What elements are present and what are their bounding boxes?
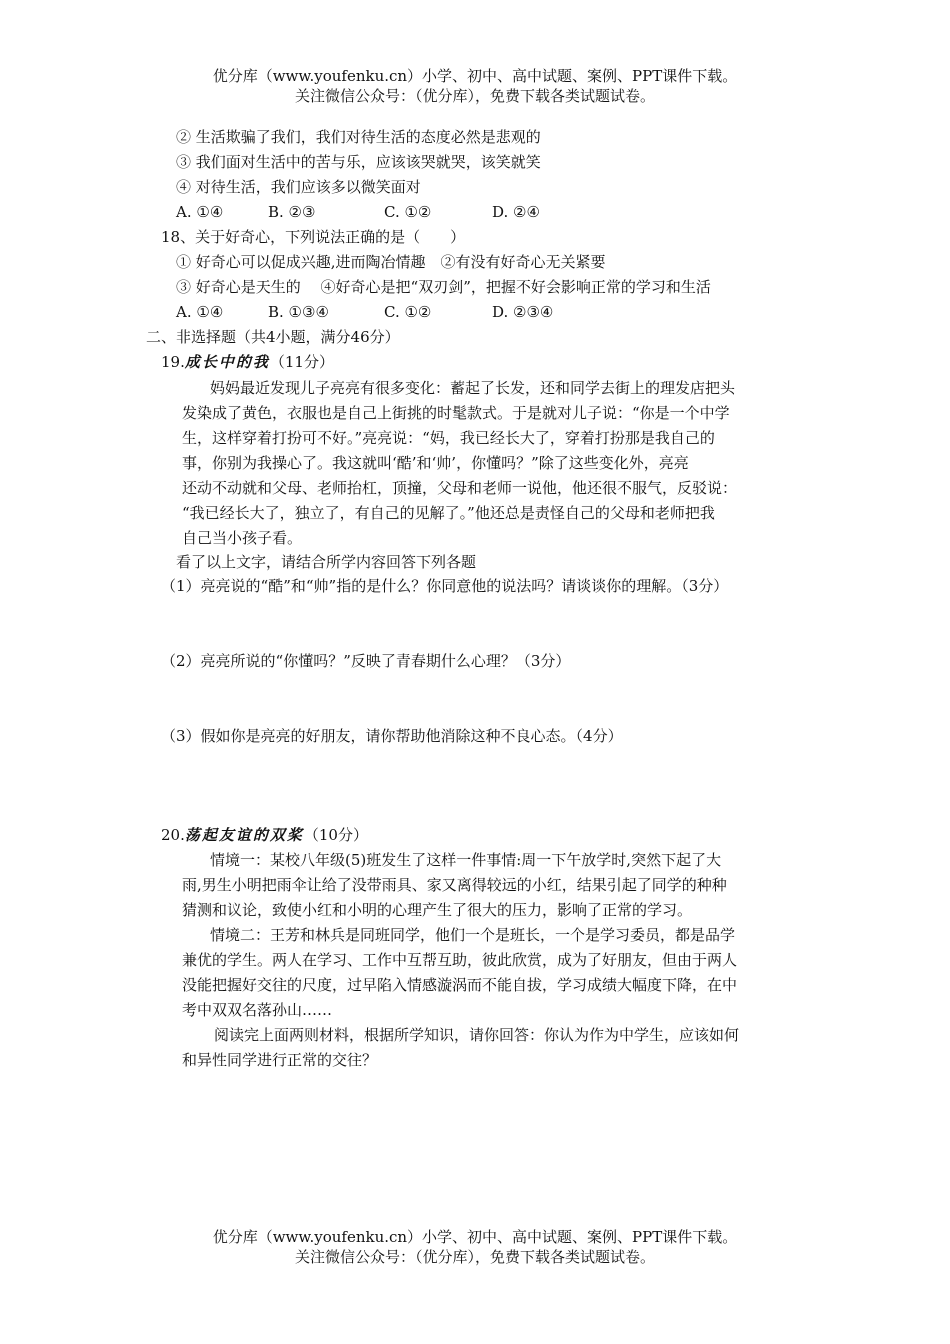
q20-score: （10分）	[303, 826, 368, 844]
q18-options	[176, 302, 553, 322]
q20-heading	[161, 825, 368, 845]
q20-passage-line: 没能把握好交往的尺度，过早陷入情感漩涡而不能自拔，学习成绩大幅度下降，在中	[182, 976, 738, 994]
q18-statements-1: ① 好奇心可以促成兴趣,进而陶冶情趣 ②有没有好奇心无关紧要	[176, 253, 606, 271]
q17-options	[176, 202, 540, 222]
q17-option-b: B. ②③	[268, 203, 316, 221]
q19-passage-line: 自己当小孩子看。	[182, 529, 303, 547]
q19-passage-line: 还动不动就和父母、老师抬杠，顶撞，父母和老师一说他，他还很不服气，反驳说：	[182, 479, 738, 497]
q17-item-3: ③ 我们面对生活中的苦与乐，应该该哭就哭，该笑就笑	[176, 153, 541, 171]
q20-title: 荡起友谊的双桨	[184, 826, 304, 844]
q18-option-d: D. ②③④	[492, 303, 554, 321]
q20-passage-line: 雨,男生小明把雨伞让给了没带雨具、家又离得较远的小红，结果引起了同学的种种	[182, 876, 727, 894]
header-line-1: 优分库（www.youfenku.cn）小学、初中、高中试题、案例、PPT课件下载。	[212, 67, 738, 85]
q19-heading	[161, 352, 334, 372]
q18-stem: 18、关于好奇心，下列说法正确的是（ ）	[161, 228, 466, 246]
header-line-2: 关注微信公众号：（优分库），免费下载各类试题试卷。	[294, 87, 655, 105]
q19-passage-line: 生，这样穿着打扮可不好。”亮亮说：“妈，我已经长大了，穿着打扮那是我自己的	[182, 429, 715, 447]
q20-passage-line: 考中双双名落孙山……	[182, 1001, 333, 1019]
q20-passage-line: 兼优的学生。两人在学习、工作中互帮互助，彼此欣赏，成为了好朋友，但由于两人	[182, 951, 738, 969]
section-2-heading: 二、非选择题（共4小题，满分46分）	[146, 328, 400, 346]
q19-passage-line: 事，你别为我操心了。我这就叫‘酷’和‘帅’，你懂吗？”除了这些变化外，亮亮	[182, 454, 689, 472]
q19-sub-question-3: （3）假如你是亮亮的好朋友，请你帮助他消除这种不良心态。（4分）	[161, 727, 623, 745]
q18-statements-2: ③ 好奇心是天生的 ④好奇心是把“双刃剑”，把握不好会影响正常的学习和生活	[176, 278, 711, 296]
q19-prompt: 看了以上文字，请结合所学内容回答下列各题	[176, 553, 477, 571]
q20-passage-line: 猜测和议论，致使小红和小明的心理产生了很大的压力，影响了正常的学习。	[182, 901, 693, 919]
q19-sub-question-1: （1）亮亮说的“酷”和“帅”指的是什么？你同意他的说法吗？请谈谈你的理解。（3分）	[161, 577, 729, 595]
q17-option-c: C. ①②	[384, 203, 432, 221]
q20-passage-line: 情境二：王芳和林兵是同班同学，他们一个是班长，一个是学习委员，都是品学	[210, 926, 736, 944]
q20-question: 阅读完上面两则材料，根据所学知识，请你回答：你认为作为中学生，应该如何	[214, 1026, 740, 1044]
q18-option-b: B. ①③④	[268, 303, 329, 321]
q17-item-4: ④ 对待生活，我们应该多以微笑面对	[176, 178, 421, 196]
q17-option-d: D. ②④	[492, 203, 540, 221]
q18-option-c: C. ①②	[384, 303, 432, 321]
q19-passage-line: 妈妈最近发现儿子亮亮有很多变化：蓄起了长发，还和同学去街上的理发店把头	[210, 379, 736, 397]
q19-sub-question-2: （2）亮亮所说的“你懂吗？”反映了青春期什么心理？（3分）	[161, 652, 571, 670]
q17-option-a: A. ①④	[176, 203, 224, 221]
q19-score: （11分）	[269, 353, 334, 371]
q19-number: 19.	[161, 353, 185, 371]
q17-item-2: ② 生活欺骗了我们，我们对待生活的态度必然是悲观的	[176, 128, 541, 146]
q19-passage-line: 发染成了黄色，衣服也是自己上街挑的时髦款式。于是就对儿子说：“你是一个中学	[182, 404, 730, 422]
q19-title: 成长中的我	[184, 353, 270, 371]
q19-passage-line: “我已经长大了，独立了，有自己的见解了。”他还总是责怪自己的父母和老师把我	[182, 504, 715, 522]
q20-passage-line: 情境一：某校八年级(5)班发生了这样一件事情:周一下午放学时,突然下起了大	[210, 851, 722, 869]
footer-line-1: 优分库（www.youfenku.cn）小学、初中、高中试题、案例、PPT课件下载。	[212, 1228, 738, 1246]
q20-number: 20.	[161, 826, 185, 844]
q18-option-a: A. ①④	[176, 303, 224, 321]
footer-line-2: 关注微信公众号：（优分库），免费下载各类试题试卷。	[294, 1248, 655, 1266]
q20-question-cont: 和异性同学进行正常的交往？	[182, 1051, 378, 1069]
